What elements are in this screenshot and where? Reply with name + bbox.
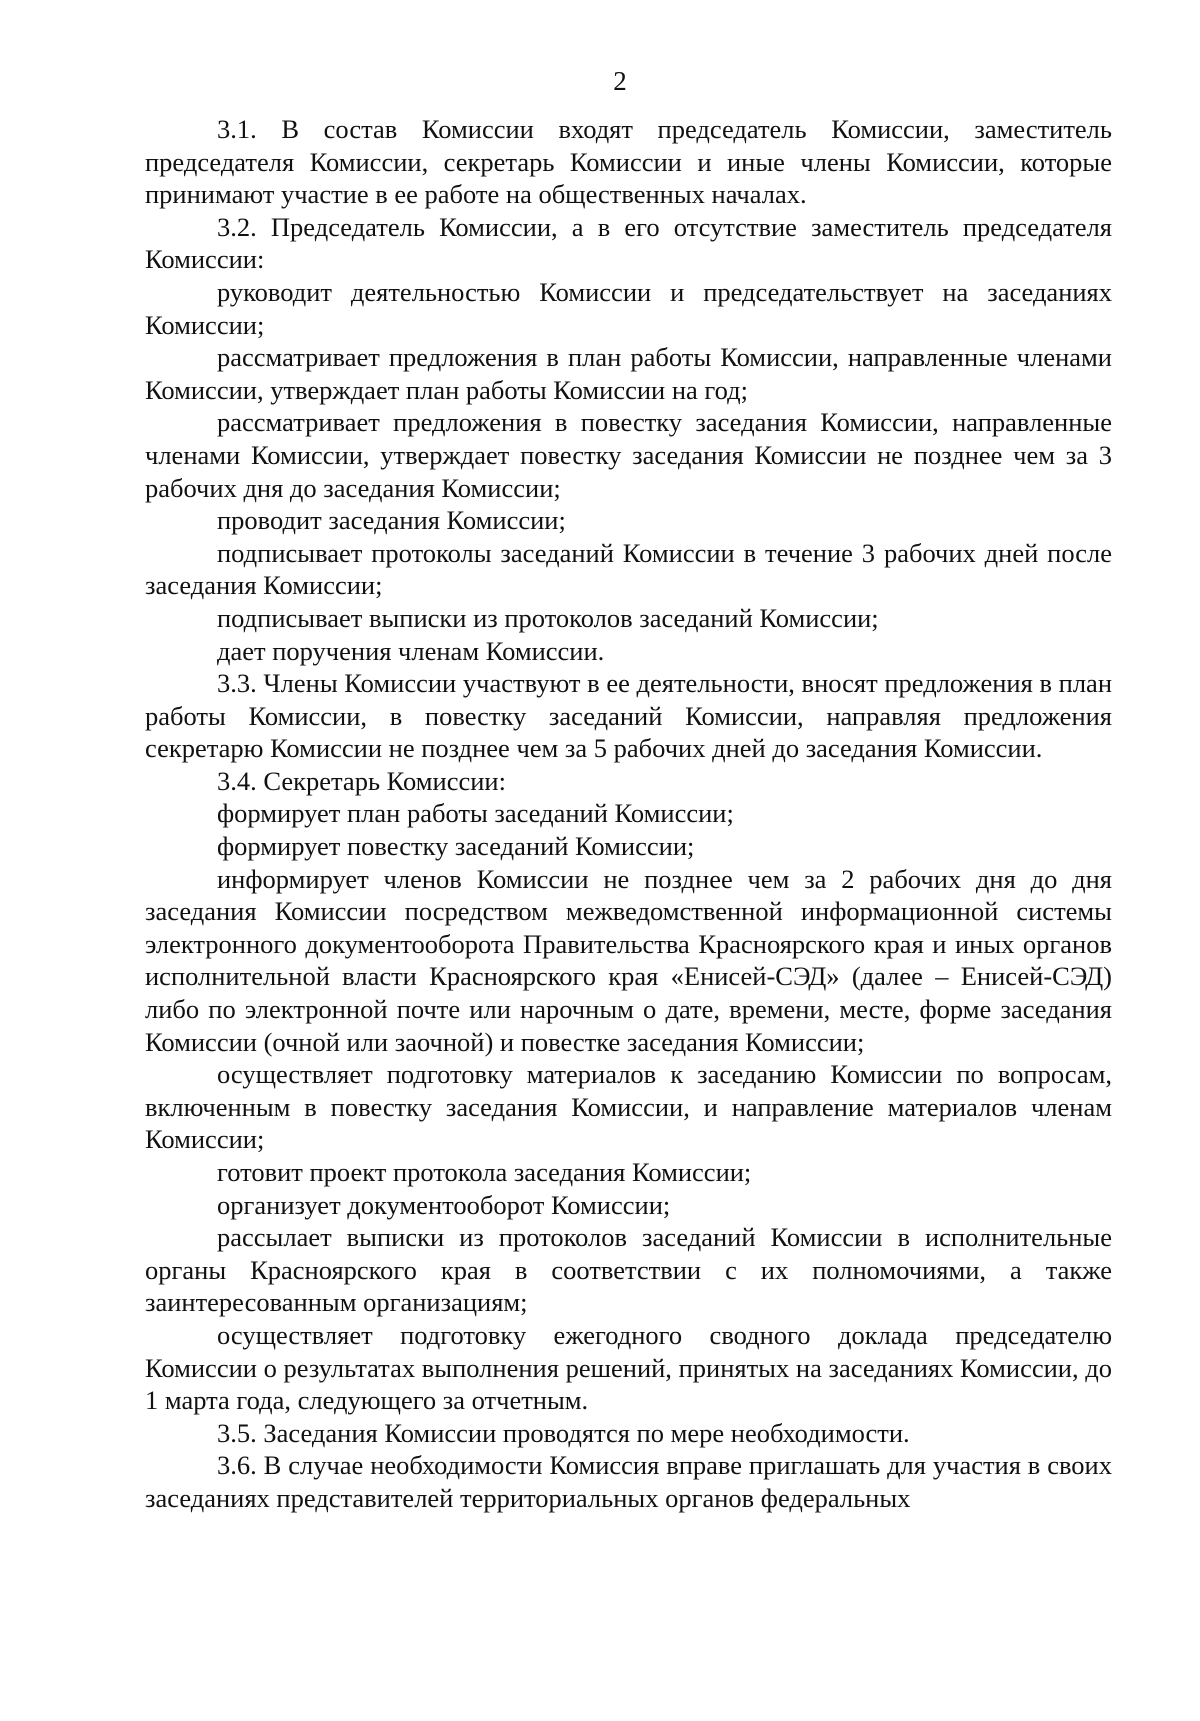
page-number: 2: [613, 66, 627, 96]
document-body: [145, 113, 1112, 1515]
chairman-duty-instructions: дает поручения членам Комиссии.: [217, 635, 605, 666]
chairman-duty-extracts: подписывает выписки из протоколов заседаний Комиссии;: [217, 602, 879, 633]
chairman-duty-plan: рассматривает предложения в план работы Комиссии, направленные членами Комиссии, утверждает план работы Комиссии на год;: [145, 342, 1112, 405]
secretary-duty-materials: осуществляет подготовку материалов к заседанию Комиссии по вопросам, включенным в повестку заседания Комиссии, и направление материалов членам Комиссии;: [145, 1059, 1112, 1155]
paragraph-3-5: 3.5. Заседания Комиссии проводятся по мере необходимости.: [217, 1417, 910, 1448]
secretary-duty-plan: формирует план работы заседаний Комиссии;: [217, 798, 734, 829]
paragraph-3-3: 3.3. Члены Комиссии участвуют в ее деятельности, вносят предложения в план работы Комиссии, в повестку заседаний Комиссии, направляя предложения секретарю Комиссии не позднее чем за 5 рабочих дней до заседания Комиссии.: [145, 668, 1112, 764]
paragraph-3-4: 3.4. Секретарь Комиссии:: [217, 765, 506, 796]
paragraph-3-6: 3.6. В случае необходимости Комиссия вправе приглашать для участия в своих заседаниях представителей территориальных органов федеральных: [145, 1450, 1112, 1513]
secretary-duty-workflow: организует документооборот Комиссии;: [217, 1189, 671, 1220]
chairman-duty-protocols: подписывает протоколы заседаний Комиссии в течение 3 рабочих дней после заседания Комиссии;: [145, 537, 1112, 601]
secretary-duty-inform: информирует членов Комиссии не позднее чем за 2 рабочих дня до дня заседания Комиссии посредством межведомственной информационной системы электронного документооборота Правительства Красноярского края и иных органов исполнительной власти Красноярского края «Енисей-СЭД» (далее – Енисей-СЭД) либо по электронной почте или нарочным о дате, времени, месте, форме заседания Комиссии (очной или заочной) и повестке заседания Комиссии;: [145, 863, 1112, 1057]
secretary-duty-report: осуществляет подготовку ежегодного сводного доклада председателю Комиссии о результатах выполнения решений, принятых на заседаниях Комиссии, до 1 марта года, следующего за отчетным.: [145, 1319, 1112, 1416]
paragraph-3-2: 3.2. Председатель Комиссии, а в его отсутствие заместитель председателя Комиссии:: [145, 211, 1112, 275]
secretary-duty-extracts: рассылает выписки из протоколов заседаний Комиссии в исполнительные органы Красноярского края в соответствии с их полномочиями, а также заинтересованным организациям;: [145, 1222, 1112, 1318]
chairman-duty-agenda: рассматривает предложения в повестку заседания Комиссии, направленные членами Комиссии, утверждает повестку заседания Комиссии не позднее чем за 3 рабочих дня до заседания Комиссии;: [145, 407, 1112, 503]
chairman-duty-meetings: проводит заседания Комиссии;: [217, 505, 566, 536]
secretary-duty-protocol-draft: готовит проект протокола заседания Комиссии;: [217, 1157, 752, 1187]
paragraph-3-1: 3.1. В состав Комиссии входят председатель Комиссии, заместитель председателя Комиссии, секретарь Комиссии и иные члены Комиссии, которые принимают участие в ее работе на общественных началах.: [145, 114, 1112, 210]
chairman-duty-lead: руководит деятельностью Комиссии и председательствует на заседаниях Комиссии;: [145, 276, 1112, 340]
secretary-duty-agenda: формирует повестку заседаний Комиссии;: [217, 831, 695, 862]
